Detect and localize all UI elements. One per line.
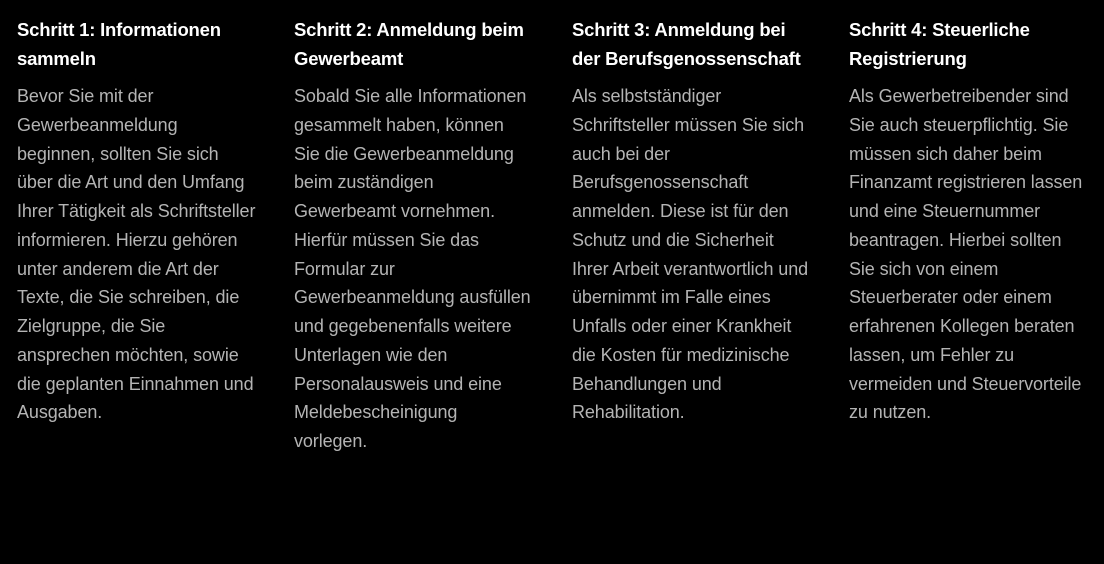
step-3-title: Schritt 3: Anmeldung bei der Berufsgenossenschaft	[572, 19, 801, 69]
step-1-title: Schritt 1: Informationen sammeln	[17, 19, 221, 69]
step-3-text: Als selbstständiger Schriftsteller müssen Sie sich auch bei der Berufsgenossenschaft anmelden. Diese ist für den Schutz und die Sicherheit Ihrer Arbeit verantwortlich und übernimmt im Falle eines Unfalls oder einer Krankheit die Kosten für medizinische Behandlungen und Rehabilitation.	[572, 86, 809, 423]
step-2-text: Sobald Sie alle Informationen gesammelt haben, können Sie die Gewerbeanmeldung beim zuständigen Gewerbeamt vornehmen. Hierfür müssen Sie das Formular zur Gewerbeanmeldung ausfüllen und gegebenenfalls weitere Unterlagen wie den Personalausweis und eine Meldebescheinigung vorlegen.	[294, 86, 531, 451]
step-2	[294, 16, 534, 456]
step-1	[17, 16, 257, 427]
step-2-title: Schritt 2: Anmeldung beim Gewerbeamt	[294, 19, 524, 69]
step-1-text: Bevor Sie mit der Gewerbeanmeldung beginnen, sollten Sie sich über die Art und den Umfang Ihrer Tätigkeit als Schriftsteller informieren. Hierzu gehören unter anderem die Art der Texte, die Sie schreiben, die Zielgruppe, die Sie ansprechen möchten, sowie die geplanten Einnahmen und Ausgaben.	[17, 86, 256, 423]
step-4-title: Schritt 4: Steuerliche Registrierung	[849, 19, 1030, 69]
step-4-text: Als Gewerbetreibender sind Sie auch steuerpflichtig. Sie müssen sich daher beim Finanzamt registrieren lassen und eine Steuernummer beantragen. Hierbei sollten Sie sich von einem Steuerberater oder einem erfahrenen Kollegen beraten lassen, um Fehler zu vermeiden und Steuervorteile zu nutzen.	[849, 86, 1083, 423]
step-4	[849, 16, 1089, 427]
step-3	[572, 16, 812, 427]
